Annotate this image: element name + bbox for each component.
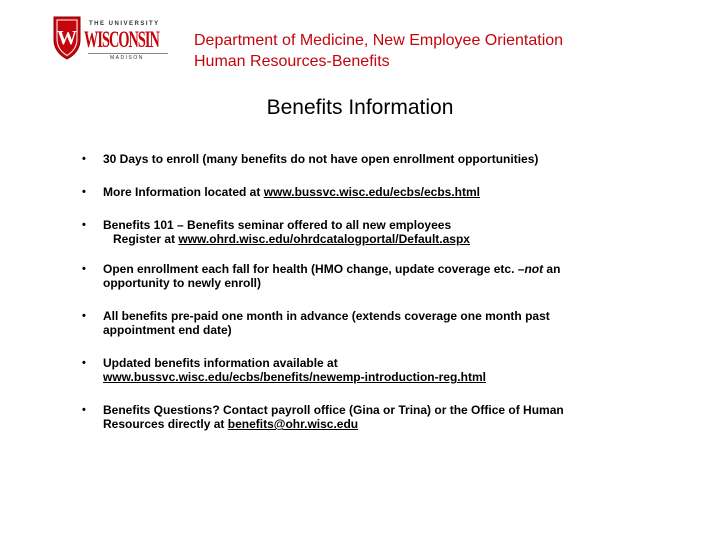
crest-icon xyxy=(52,16,82,60)
bullet-text: Updated benefits information available at xyxy=(103,356,338,370)
uw-madison-logo xyxy=(52,16,172,62)
bullet-text: Benefits 101 – Benefits seminar offered to all new employees xyxy=(103,218,452,232)
bullet-text: 30 Days to enroll (many benefits do not have open enrollment opportunities) xyxy=(103,152,539,166)
bullet-text-line-2: Resources directly at benefits@ohr.wisc.edu xyxy=(103,417,359,431)
bullet-text-line-2 xyxy=(103,232,652,246)
benefits-email-link[interactable]: benefits@ohr.wisc.edu xyxy=(227,417,359,431)
bullet-text: More Information located at xyxy=(103,185,264,199)
list-item xyxy=(82,356,652,384)
ohrd-catalog-link[interactable]: www.ohrd.wisc.edu/ohrdcatalogportal/Default.aspx xyxy=(178,232,470,246)
bullet-icon: • xyxy=(82,263,86,275)
logo-small-text: THE UNIVERSITY xyxy=(89,21,160,27)
bullet-icon: • xyxy=(82,357,86,369)
bullet-text: All benefits pre-paid one month in advance (extends coverage one month past xyxy=(103,309,550,323)
header-line-2: Human Resources-Benefits xyxy=(194,53,390,70)
bullet-text-line-2: opportunity to newly enroll) xyxy=(103,276,261,290)
bullet-icon: • xyxy=(82,219,86,231)
bullet-icon: • xyxy=(82,310,86,322)
list-item xyxy=(82,403,652,431)
list-item xyxy=(82,185,652,199)
logo-sub-text: MADISON xyxy=(110,55,144,61)
logo-divider xyxy=(88,53,168,54)
ecbs-link[interactable]: www.bussvc.wisc.edu/ecbs/ecbs.html xyxy=(263,185,480,199)
newemp-benefits-link[interactable]: www.bussvc.wisc.edu/ecbs/benefits/newemp-introduction-reg.html xyxy=(103,370,486,384)
page-title: Benefits Information xyxy=(266,96,454,119)
list-item xyxy=(82,262,652,290)
logo-name: WISCONSIN xyxy=(84,27,159,52)
crest-letter: W xyxy=(57,27,77,49)
list-item xyxy=(82,218,652,246)
header-line-1: Department of Medicine, New Employee Orientation xyxy=(194,32,564,49)
benefits-list xyxy=(82,152,652,431)
emphasis-text: not xyxy=(524,262,544,276)
bullet-icon: • xyxy=(82,404,86,416)
bullet-text-line-2 xyxy=(103,370,652,384)
bullet-text-line-2: appointment end date) xyxy=(103,323,232,337)
bullet-text: Open enrollment each fall for health (HMO change, update coverage etc. –not an xyxy=(103,262,561,276)
register-label: Register at xyxy=(113,232,179,246)
list-item xyxy=(82,309,652,337)
bullet-text: Benefits Questions? Contact payroll office (Gina or Trina) or the Office of Human xyxy=(103,403,564,417)
bullet-icon: • xyxy=(82,153,86,165)
bullet-icon: • xyxy=(82,186,86,198)
list-item xyxy=(82,152,652,166)
page-header xyxy=(194,30,563,72)
